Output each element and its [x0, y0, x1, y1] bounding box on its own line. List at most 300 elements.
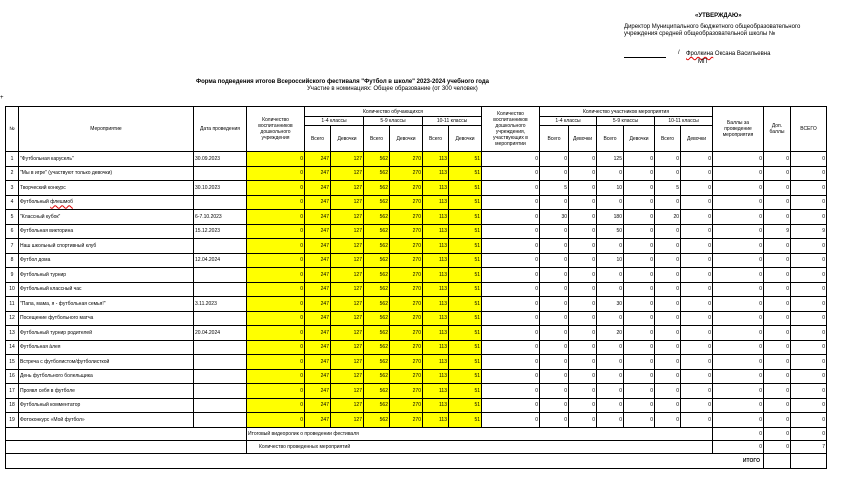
cell-a2[interactable]: 562 — [364, 340, 390, 355]
cell-g3[interactable]: 51 — [449, 224, 482, 239]
cell-p1[interactable]: 5 — [540, 181, 569, 196]
cell-pp[interactable]: 0 — [482, 253, 540, 268]
cell-g1[interactable]: 127 — [331, 340, 364, 355]
cell-pp[interactable]: 0 — [482, 398, 540, 413]
cell-pts[interactable]: 0 — [713, 282, 764, 297]
cell-n[interactable]: 12 — [6, 311, 19, 326]
cell-g3[interactable]: 51 — [449, 340, 482, 355]
cell-event[interactable] — [19, 326, 194, 341]
cell-a1[interactable]: 247 — [305, 166, 331, 181]
cell-a1[interactable]: 247 — [305, 239, 331, 254]
cell-event[interactable] — [19, 239, 194, 254]
cell-a1[interactable]: 247 — [305, 253, 331, 268]
cell-event[interactable] — [19, 268, 194, 283]
cell-g1[interactable]: 127 — [331, 166, 364, 181]
cell-a1[interactable]: 247 — [305, 369, 331, 384]
cell-g3[interactable]: 51 — [449, 181, 482, 196]
cell-a3[interactable]: 113 — [423, 369, 449, 384]
cell-p2[interactable]: 0 — [597, 384, 624, 399]
cell-pg3[interactable]: 0 — [681, 282, 713, 297]
cell-event[interactable] — [19, 297, 194, 312]
cell-date[interactable] — [194, 239, 247, 254]
cell-a2[interactable]: 562 — [364, 297, 390, 312]
cell-ext[interactable]: 0 — [764, 355, 791, 370]
cell-a1[interactable]: 247 — [305, 181, 331, 196]
cell-g1[interactable]: 127 — [331, 152, 364, 167]
cell-g2[interactable]: 270 — [390, 398, 423, 413]
cell-p3[interactable]: 0 — [655, 297, 681, 312]
cell-a3[interactable]: 113 — [423, 340, 449, 355]
cell-tot[interactable]: 0 — [791, 166, 827, 181]
cell-pg2[interactable]: 0 — [624, 210, 655, 225]
cell-pg3[interactable]: 0 — [681, 398, 713, 413]
footer-itogo-total[interactable] — [791, 453, 827, 468]
cell-ext[interactable]: 0 — [764, 166, 791, 181]
cell-g2[interactable]: 270 — [390, 297, 423, 312]
cell-pre[interactable]: 0 — [247, 224, 305, 239]
cell-pre[interactable]: 0 — [247, 398, 305, 413]
cell-ext[interactable]: 0 — [764, 282, 791, 297]
cell-a2[interactable]: 562 — [364, 369, 390, 384]
cell-p1[interactable]: 0 — [540, 152, 569, 167]
cell-pp[interactable]: 0 — [482, 297, 540, 312]
cell-pp[interactable]: 0 — [482, 384, 540, 399]
cell-event[interactable] — [19, 340, 194, 355]
cell-g1[interactable]: 127 — [331, 181, 364, 196]
cell-p3[interactable]: 0 — [655, 398, 681, 413]
cell-g1[interactable]: 127 — [331, 398, 364, 413]
cell-a1[interactable]: 247 — [305, 210, 331, 225]
cell-p1[interactable]: 0 — [540, 282, 569, 297]
cell-pp[interactable]: 0 — [482, 282, 540, 297]
cell-a1[interactable]: 247 — [305, 311, 331, 326]
cell-n[interactable]: 17 — [6, 384, 19, 399]
cell-date[interactable]: 3.11.2023 — [194, 297, 247, 312]
cell-g1[interactable]: 127 — [331, 355, 364, 370]
cell-pg2[interactable]: 0 — [624, 398, 655, 413]
footer-final-extra[interactable]: 0 — [764, 427, 791, 440]
cell-a3[interactable]: 113 — [423, 181, 449, 196]
cell-pg3[interactable]: 0 — [681, 253, 713, 268]
cell-n[interactable]: 5 — [6, 210, 19, 225]
cell-pg1[interactable]: 0 — [569, 355, 597, 370]
cell-event[interactable] — [19, 253, 194, 268]
footer-final-total[interactable]: 0 — [791, 427, 827, 440]
cell-n[interactable]: 7 — [6, 239, 19, 254]
cell-pg1[interactable]: 0 — [569, 181, 597, 196]
cell-p2[interactable]: 0 — [597, 340, 624, 355]
cell-date[interactable] — [194, 355, 247, 370]
cell-pg2[interactable]: 0 — [624, 413, 655, 428]
cell-g3[interactable]: 51 — [449, 282, 482, 297]
cell-pre[interactable]: 0 — [247, 311, 305, 326]
cell-event[interactable] — [19, 413, 194, 428]
cell-pg3[interactable]: 0 — [681, 311, 713, 326]
cell-p3[interactable]: 0 — [655, 355, 681, 370]
cell-a2[interactable]: 562 — [364, 311, 390, 326]
cell-event[interactable] — [19, 398, 194, 413]
cell-tot[interactable]: 0 — [791, 297, 827, 312]
cell-a3[interactable]: 113 — [423, 239, 449, 254]
cell-pg1[interactable]: 0 — [569, 369, 597, 384]
cell-ext[interactable]: 0 — [764, 369, 791, 384]
cell-g2[interactable]: 270 — [390, 195, 423, 210]
cell-p3[interactable]: 0 — [655, 152, 681, 167]
cell-p2[interactable]: 0 — [597, 195, 624, 210]
cell-pg2[interactable]: 0 — [624, 355, 655, 370]
cell-a2[interactable]: 562 — [364, 413, 390, 428]
cell-p1[interactable]: 0 — [540, 326, 569, 341]
cell-a2[interactable]: 562 — [364, 384, 390, 399]
cell-p1[interactable]: 0 — [540, 398, 569, 413]
cell-pg2[interactable]: 0 — [624, 253, 655, 268]
cell-pg3[interactable]: 0 — [681, 166, 713, 181]
footer-final-points[interactable]: 0 — [713, 427, 764, 440]
cell-date[interactable] — [194, 282, 247, 297]
cell-g1[interactable]: 127 — [331, 384, 364, 399]
cell-p1[interactable]: 0 — [540, 355, 569, 370]
cell-pts[interactable]: 0 — [713, 311, 764, 326]
cell-a1[interactable]: 247 — [305, 355, 331, 370]
cell-pg2[interactable]: 0 — [624, 152, 655, 167]
cell-date[interactable] — [194, 398, 247, 413]
cell-pre[interactable]: 0 — [247, 166, 305, 181]
footer-itogo-extra[interactable] — [764, 453, 791, 468]
cell-n[interactable]: 19 — [6, 413, 19, 428]
cell-a2[interactable]: 562 — [364, 210, 390, 225]
cell-p2[interactable]: 0 — [597, 268, 624, 283]
cell-p2[interactable]: 50 — [597, 224, 624, 239]
cell-a1[interactable]: 247 — [305, 384, 331, 399]
cell-p1[interactable]: 0 — [540, 369, 569, 384]
cell-tot[interactable]: 0 — [791, 282, 827, 297]
cell-g1[interactable]: 127 — [331, 282, 364, 297]
cell-a3[interactable]: 113 — [423, 166, 449, 181]
cell-p2[interactable]: 10 — [597, 181, 624, 196]
cell-a2[interactable]: 562 — [364, 239, 390, 254]
cell-g2[interactable]: 270 — [390, 210, 423, 225]
cell-pg3[interactable]: 0 — [681, 355, 713, 370]
cell-pg3[interactable]: 0 — [681, 239, 713, 254]
cell-a3[interactable]: 113 — [423, 195, 449, 210]
cell-a3[interactable]: 113 — [423, 297, 449, 312]
cell-a1[interactable]: 247 — [305, 413, 331, 428]
cell-a3[interactable]: 113 — [423, 384, 449, 399]
cell-g2[interactable]: 270 — [390, 224, 423, 239]
cell-tot[interactable]: 0 — [791, 253, 827, 268]
cell-date[interactable] — [194, 413, 247, 428]
cell-event[interactable] — [19, 152, 194, 167]
cell-p1[interactable]: 0 — [540, 384, 569, 399]
cell-ext[interactable]: 0 — [764, 384, 791, 399]
cell-pg2[interactable]: 0 — [624, 297, 655, 312]
cell-p3[interactable]: 5 — [655, 181, 681, 196]
cell-pts[interactable]: 0 — [713, 384, 764, 399]
cell-p1[interactable]: 0 — [540, 195, 569, 210]
cell-pg1[interactable]: 0 — [569, 268, 597, 283]
cell-g2[interactable]: 270 — [390, 340, 423, 355]
cell-pg3[interactable]: 0 — [681, 326, 713, 341]
cell-p3[interactable]: 20 — [655, 210, 681, 225]
cell-pts[interactable]: 0 — [713, 369, 764, 384]
cell-pg2[interactable]: 0 — [624, 384, 655, 399]
cell-a2[interactable]: 562 — [364, 181, 390, 196]
cell-pp[interactable]: 0 — [482, 268, 540, 283]
cell-g2[interactable]: 270 — [390, 355, 423, 370]
cell-pts[interactable]: 0 — [713, 166, 764, 181]
cell-p3[interactable]: 0 — [655, 268, 681, 283]
cell-pts[interactable]: 0 — [713, 195, 764, 210]
cell-pg3[interactable]: 0 — [681, 369, 713, 384]
cell-g1[interactable]: 127 — [331, 224, 364, 239]
cell-pre[interactable]: 0 — [247, 297, 305, 312]
cell-p3[interactable]: 0 — [655, 369, 681, 384]
cell-g2[interactable]: 270 — [390, 268, 423, 283]
cell-ext[interactable]: 0 — [764, 297, 791, 312]
cell-p3[interactable]: 0 — [655, 166, 681, 181]
cell-event[interactable] — [19, 311, 194, 326]
cell-n[interactable]: 13 — [6, 326, 19, 341]
cell-pg1[interactable]: 0 — [569, 413, 597, 428]
cell-date[interactable] — [194, 268, 247, 283]
cell-g3[interactable]: 51 — [449, 413, 482, 428]
cell-p1[interactable]: 0 — [540, 297, 569, 312]
cell-a2[interactable]: 562 — [364, 253, 390, 268]
cell-g2[interactable]: 270 — [390, 413, 423, 428]
cell-a1[interactable]: 247 — [305, 326, 331, 341]
cell-pp[interactable]: 0 — [482, 311, 540, 326]
cell-g1[interactable]: 127 — [331, 413, 364, 428]
cell-p2[interactable]: 125 — [597, 152, 624, 167]
cell-date[interactable] — [194, 369, 247, 384]
cell-g1[interactable]: 127 — [331, 268, 364, 283]
cell-p3[interactable]: 0 — [655, 282, 681, 297]
cell-g3[interactable]: 51 — [449, 398, 482, 413]
cell-a3[interactable]: 113 — [423, 268, 449, 283]
cell-event[interactable] — [19, 369, 194, 384]
cell-date[interactable] — [194, 384, 247, 399]
cell-pre[interactable]: 0 — [247, 181, 305, 196]
cell-n[interactable]: 3 — [6, 181, 19, 196]
cell-tot[interactable]: 0 — [791, 181, 827, 196]
cell-event[interactable] — [19, 195, 194, 210]
cell-g3[interactable]: 51 — [449, 152, 482, 167]
cell-n[interactable]: 18 — [6, 398, 19, 413]
cell-n[interactable]: 14 — [6, 340, 19, 355]
cell-p3[interactable]: 0 — [655, 326, 681, 341]
cell-a1[interactable]: 247 — [305, 282, 331, 297]
cell-n[interactable]: 16 — [6, 369, 19, 384]
cell-pg2[interactable]: 0 — [624, 369, 655, 384]
cell-g2[interactable]: 270 — [390, 239, 423, 254]
cell-pg3[interactable]: 0 — [681, 181, 713, 196]
cell-date[interactable] — [194, 311, 247, 326]
cell-g3[interactable]: 51 — [449, 195, 482, 210]
cell-ext[interactable]: 0 — [764, 326, 791, 341]
cell-p3[interactable]: 0 — [655, 384, 681, 399]
cell-a1[interactable]: 247 — [305, 268, 331, 283]
cell-tot[interactable]: 0 — [791, 326, 827, 341]
cell-pts[interactable]: 0 — [713, 340, 764, 355]
cell-pre[interactable]: 0 — [247, 326, 305, 341]
cell-g2[interactable]: 270 — [390, 326, 423, 341]
cell-pp[interactable]: 0 — [482, 210, 540, 225]
cell-a3[interactable]: 113 — [423, 210, 449, 225]
cell-p1[interactable]: 0 — [540, 239, 569, 254]
cell-pg2[interactable]: 0 — [624, 282, 655, 297]
cell-p2[interactable]: 0 — [597, 239, 624, 254]
cell-p3[interactable]: 0 — [655, 195, 681, 210]
cell-pts[interactable]: 0 — [713, 152, 764, 167]
cell-pp[interactable]: 0 — [482, 152, 540, 167]
cell-g3[interactable]: 51 — [449, 369, 482, 384]
cell-pts[interactable]: 0 — [713, 326, 764, 341]
cell-tot[interactable]: 0 — [791, 311, 827, 326]
cell-pg1[interactable]: 0 — [569, 210, 597, 225]
cell-pg1[interactable]: 0 — [569, 239, 597, 254]
cell-pts[interactable]: 0 — [713, 398, 764, 413]
cell-n[interactable]: 2 — [6, 166, 19, 181]
cell-pp[interactable]: 0 — [482, 355, 540, 370]
cell-a3[interactable]: 113 — [423, 152, 449, 167]
cell-pts[interactable]: 0 — [713, 210, 764, 225]
cell-p1[interactable]: 0 — [540, 311, 569, 326]
cell-event[interactable] — [19, 210, 194, 225]
cell-p2[interactable]: 0 — [597, 355, 624, 370]
cell-p1[interactable]: 0 — [540, 413, 569, 428]
cell-g2[interactable]: 270 — [390, 152, 423, 167]
cell-a2[interactable]: 562 — [364, 195, 390, 210]
cell-a3[interactable]: 113 — [423, 253, 449, 268]
cell-a3[interactable]: 113 — [423, 224, 449, 239]
cell-event[interactable] — [19, 355, 194, 370]
cell-pg2[interactable]: 0 — [624, 326, 655, 341]
cell-date[interactable]: 6-7.10.2023 — [194, 210, 247, 225]
cell-p2[interactable]: 20 — [597, 326, 624, 341]
cell-g1[interactable]: 127 — [331, 195, 364, 210]
cell-pg2[interactable]: 0 — [624, 181, 655, 196]
cell-g1[interactable]: 127 — [331, 311, 364, 326]
cell-a1[interactable]: 247 — [305, 297, 331, 312]
cell-tot[interactable]: 0 — [791, 398, 827, 413]
cell-ext[interactable]: 9 — [764, 224, 791, 239]
cell-pts[interactable]: 0 — [713, 297, 764, 312]
cell-ext[interactable]: 0 — [764, 268, 791, 283]
cell-g3[interactable]: 51 — [449, 268, 482, 283]
cell-pre[interactable]: 0 — [247, 384, 305, 399]
cell-pts[interactable]: 0 — [713, 224, 764, 239]
cell-p2[interactable]: 0 — [597, 166, 624, 181]
cell-tot[interactable]: 0 — [791, 340, 827, 355]
cell-g3[interactable]: 51 — [449, 297, 482, 312]
cell-p2[interactable]: 0 — [597, 398, 624, 413]
cell-pp[interactable]: 0 — [482, 181, 540, 196]
cell-n[interactable]: 11 — [6, 297, 19, 312]
cell-pre[interactable]: 0 — [247, 239, 305, 254]
cell-ext[interactable]: 0 — [764, 311, 791, 326]
cell-pp[interactable]: 0 — [482, 166, 540, 181]
cell-selector-icon[interactable]: + — [0, 95, 4, 101]
cell-pg1[interactable]: 0 — [569, 297, 597, 312]
cell-g3[interactable]: 51 — [449, 239, 482, 254]
cell-tot[interactable]: 0 — [791, 210, 827, 225]
cell-g1[interactable]: 127 — [331, 297, 364, 312]
cell-pg3[interactable]: 0 — [681, 195, 713, 210]
cell-pg1[interactable]: 0 — [569, 195, 597, 210]
cell-pp[interactable]: 0 — [482, 413, 540, 428]
cell-p1[interactable]: 0 — [540, 166, 569, 181]
cell-g1[interactable]: 127 — [331, 369, 364, 384]
cell-pg1[interactable]: 0 — [569, 282, 597, 297]
cell-ext[interactable]: 0 — [764, 152, 791, 167]
cell-n[interactable]: 10 — [6, 282, 19, 297]
cell-tot[interactable]: 9 — [791, 224, 827, 239]
cell-pg2[interactable]: 0 — [624, 166, 655, 181]
cell-p3[interactable]: 0 — [655, 239, 681, 254]
cell-g1[interactable]: 127 — [331, 210, 364, 225]
cell-pts[interactable]: 0 — [713, 268, 764, 283]
cell-a2[interactable]: 562 — [364, 268, 390, 283]
cell-a1[interactable]: 247 — [305, 340, 331, 355]
cell-date[interactable] — [194, 166, 247, 181]
cell-pg3[interactable]: 0 — [681, 413, 713, 428]
cell-n[interactable]: 6 — [6, 224, 19, 239]
cell-pg1[interactable]: 0 — [569, 398, 597, 413]
cell-n[interactable]: 1 — [6, 152, 19, 167]
cell-pts[interactable]: 0 — [713, 413, 764, 428]
cell-a2[interactable]: 562 — [364, 398, 390, 413]
cell-p2[interactable]: 0 — [597, 413, 624, 428]
cell-g3[interactable]: 51 — [449, 166, 482, 181]
cell-p3[interactable]: 0 — [655, 224, 681, 239]
cell-tot[interactable]: 0 — [791, 355, 827, 370]
cell-ext[interactable]: 0 — [764, 210, 791, 225]
cell-g3[interactable]: 51 — [449, 210, 482, 225]
cell-a3[interactable]: 113 — [423, 355, 449, 370]
cell-a3[interactable]: 113 — [423, 398, 449, 413]
cell-pg1[interactable]: 0 — [569, 253, 597, 268]
cell-ext[interactable]: 0 — [764, 398, 791, 413]
cell-pg3[interactable]: 0 — [681, 384, 713, 399]
cell-event[interactable] — [19, 181, 194, 196]
cell-pp[interactable]: 0 — [482, 369, 540, 384]
cell-pp[interactable]: 0 — [482, 224, 540, 239]
cell-a1[interactable]: 247 — [305, 152, 331, 167]
cell-p3[interactable]: 0 — [655, 413, 681, 428]
cell-g2[interactable]: 270 — [390, 369, 423, 384]
cell-pg3[interactable]: 0 — [681, 268, 713, 283]
cell-a1[interactable]: 247 — [305, 224, 331, 239]
cell-ext[interactable]: 0 — [764, 253, 791, 268]
cell-tot[interactable]: 0 — [791, 369, 827, 384]
cell-pts[interactable]: 0 — [713, 355, 764, 370]
cell-n[interactable]: 15 — [6, 355, 19, 370]
cell-pg3[interactable]: 0 — [681, 340, 713, 355]
cell-g2[interactable]: 270 — [390, 311, 423, 326]
cell-pg3[interactable]: 0 — [681, 152, 713, 167]
cell-pg1[interactable]: 0 — [569, 152, 597, 167]
cell-pg2[interactable]: 0 — [624, 224, 655, 239]
cell-pg2[interactable]: 0 — [624, 311, 655, 326]
cell-ext[interactable]: 0 — [764, 340, 791, 355]
cell-date[interactable]: 12.04.2024 — [194, 253, 247, 268]
cell-p1[interactable]: 0 — [540, 224, 569, 239]
cell-p3[interactable]: 0 — [655, 311, 681, 326]
cell-pg3[interactable]: 0 — [681, 210, 713, 225]
cell-g3[interactable]: 51 — [449, 326, 482, 341]
cell-pre[interactable]: 0 — [247, 195, 305, 210]
cell-pre[interactable]: 0 — [247, 268, 305, 283]
